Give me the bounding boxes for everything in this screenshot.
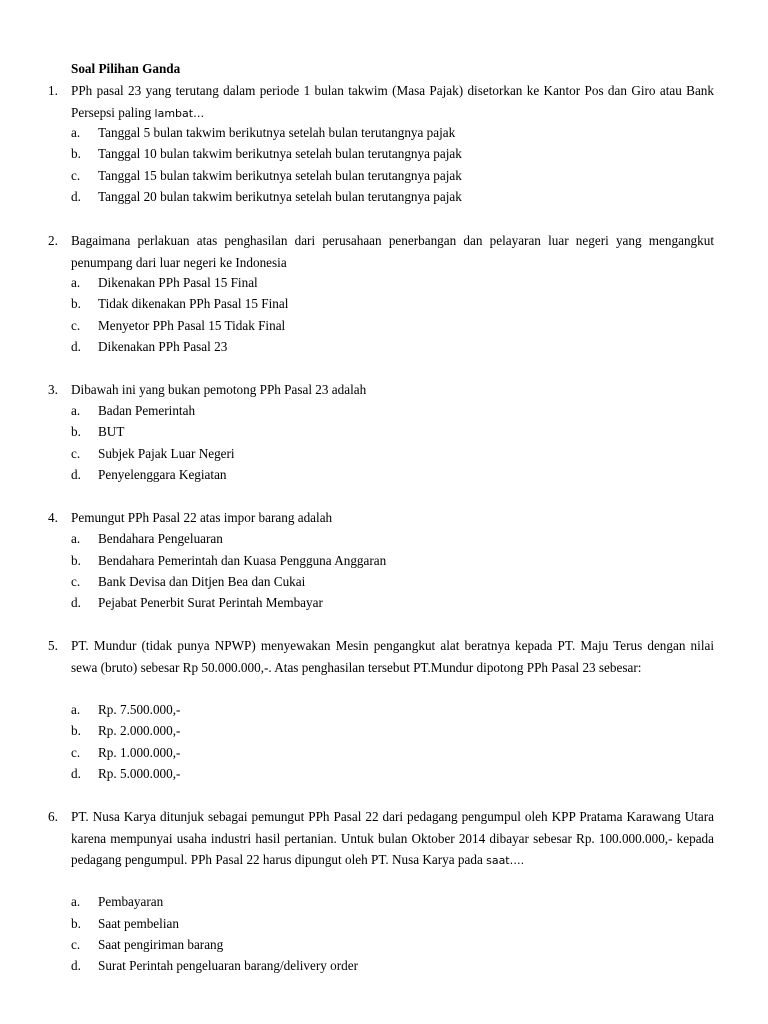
option-text: Rp. 1.000.000,-	[98, 745, 181, 760]
option-letter: b.	[71, 424, 81, 439]
question-text: PT. Mundur (tidak punya NPWP) menyewakan Mesin pengangkut alat beratnya kepada PT. Maju Terus dengan nilai sewa (bruto) sebesar Rp 50.000.000,-. Atas penghasilan tersebut PT.Mundur dipotong PPh Pasal 23 sebesar:	[71, 638, 714, 675]
option-1a	[0, 122, 768, 144]
option-2a	[0, 272, 768, 294]
question-text: Dibawah ini yang bukan pemotong PPh Pasal 23 adalah	[71, 382, 367, 397]
option-letter: c.	[71, 937, 81, 952]
option-2c	[0, 315, 768, 337]
question-text-main: PT. Nusa Karya ditunjuk sebagai pemungut PPh Pasal 22 dari pedagang pengumpul oleh KPP Pratama Karawang Utara karena mempunyai usaha industri hasil pertanian. Untuk bulan Oktober 2014 dibayar sebesar Rp. 100.000.000,- kepada pedagang pengumpul. PPh Pasal 22 harus dipungut oleh PT. Nusa Karya pada	[71, 809, 714, 867]
document-title: Soal Pilihan Ganda	[71, 61, 181, 76]
option-text: Surat Perintah pengeluaran barang/delivery order	[98, 958, 358, 973]
option-1b	[0, 143, 768, 165]
option-letter: c.	[71, 574, 81, 589]
option-text: Tanggal 20 bulan takwim berikutnya setelah bulan terutangnya pajak	[98, 189, 462, 204]
option-letter: a.	[71, 894, 81, 909]
option-3a	[0, 400, 768, 422]
option-text: BUT	[98, 424, 125, 439]
option-5a	[0, 699, 768, 721]
option-2b	[0, 293, 768, 315]
option-letter: c.	[71, 318, 81, 333]
question-text: Bagaimana perlakuan atas penghasilan dari perusahaan penerbangan dan pelayaran luar negeri yang mengangkut penumpang dari luar negeri ke Indonesia	[71, 233, 714, 270]
question-number: 4.	[48, 510, 58, 525]
option-letter: c.	[71, 446, 81, 461]
option-4b	[0, 550, 768, 572]
option-letter: d.	[71, 467, 81, 482]
option-5b	[0, 720, 768, 742]
option-text: Subjek Pajak Luar Negeri	[98, 446, 235, 461]
option-text: Tidak dikenakan PPh Pasal 15 Final	[98, 296, 289, 311]
option-6d	[0, 955, 768, 977]
option-1c	[0, 165, 768, 187]
question-text-tail: lambat…	[154, 106, 205, 120]
option-letter: d.	[71, 339, 81, 354]
option-5d	[0, 763, 768, 785]
question-text: Pemungut PPh Pasal 22 atas impor barang adalah	[71, 510, 333, 525]
question-text	[71, 806, 714, 872]
option-text: Saat pengiriman barang	[98, 937, 224, 952]
option-text: Badan Pemerintah	[98, 403, 196, 418]
option-text: Pejabat Penerbit Surat Perintah Membayar	[98, 595, 323, 610]
option-text: Saat pembelian	[98, 916, 179, 931]
option-text: Tanggal 10 bulan takwim berikutnya setelah bulan terutangnya pajak	[98, 146, 462, 161]
option-letter: b.	[71, 553, 81, 568]
option-6b	[0, 913, 768, 935]
option-3c	[0, 443, 768, 465]
option-letter: b.	[71, 916, 81, 931]
option-3d	[0, 464, 768, 486]
option-text: Bendahara Pemerintah dan Kuasa Pengguna Anggaran	[98, 553, 387, 568]
option-letter: d.	[71, 189, 81, 204]
option-text: Rp. 5.000.000,-	[98, 766, 181, 781]
option-text: Dikenakan PPh Pasal 23	[98, 339, 228, 354]
option-4d	[0, 592, 768, 614]
option-text: Dikenakan PPh Pasal 15 Final	[98, 275, 258, 290]
option-letter: c.	[71, 745, 81, 760]
option-letter: a.	[71, 702, 81, 717]
question-number: 3.	[48, 382, 58, 397]
option-text: Penyelenggara Kegiatan	[98, 467, 227, 482]
option-letter: d.	[71, 595, 81, 610]
option-text: Rp. 2.000.000,-	[98, 723, 181, 738]
option-4c	[0, 571, 768, 593]
option-letter: b.	[71, 296, 81, 311]
option-letter: a.	[71, 531, 81, 546]
option-6c	[0, 934, 768, 956]
question-number: 6.	[48, 809, 58, 824]
option-3b	[0, 421, 768, 443]
question-number: 2.	[48, 233, 58, 248]
option-letter: d.	[71, 958, 81, 973]
option-4a	[0, 528, 768, 550]
option-text: Menyetor PPh Pasal 15 Tidak Final	[98, 318, 286, 333]
option-text: Rp. 7.500.000,-	[98, 702, 181, 717]
option-6a	[0, 891, 768, 913]
option-1d	[0, 186, 768, 208]
option-letter: a.	[71, 125, 81, 140]
question-number: 5.	[48, 638, 58, 653]
option-letter: b.	[71, 723, 81, 738]
question-text-main: PPh pasal 23 yang terutang dalam periode 1 bulan takwim (Masa Pajak) disetorkan ke Kantor Pos dan Giro atau Bank Persepsi paling	[71, 83, 714, 120]
option-text: Tanggal 5 bulan takwim berikutnya setelah bulan terutangnya pajak	[98, 125, 456, 140]
option-letter: a.	[71, 403, 81, 418]
option-letter: b.	[71, 146, 81, 161]
option-text: Pembayaran	[98, 894, 164, 909]
option-letter: a.	[71, 275, 81, 290]
option-5c	[0, 742, 768, 764]
option-letter: c.	[71, 168, 81, 183]
option-letter: d.	[71, 766, 81, 781]
option-text: Tanggal 15 bulan takwim berikutnya setelah bulan terutangnya pajak	[98, 168, 462, 183]
question-number: 1.	[48, 83, 58, 98]
option-text: Bank Devisa dan Ditjen Bea dan Cukai	[98, 574, 306, 589]
question-text-tail: saat….	[486, 854, 525, 867]
option-2d	[0, 336, 768, 358]
question-text	[71, 80, 714, 124]
option-text: Bendahara Pengeluaran	[98, 531, 223, 546]
